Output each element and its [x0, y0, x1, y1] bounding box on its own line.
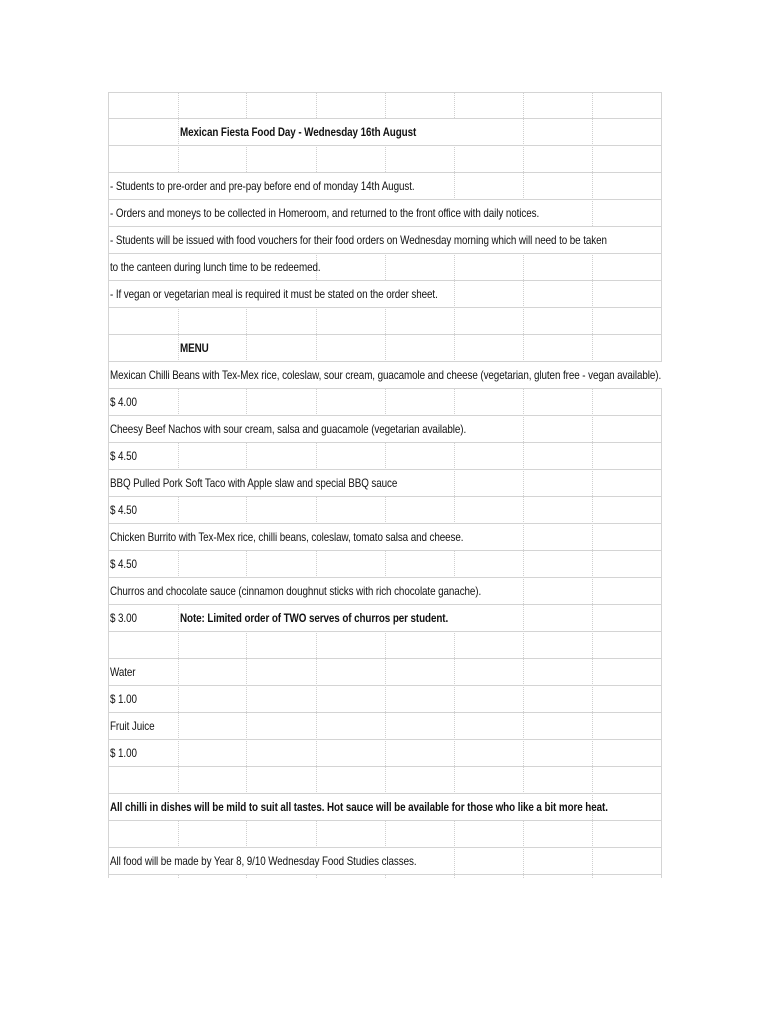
drink-price: $ 1.00 — [110, 746, 137, 760]
menu-item-price: $ 4.50 — [110, 557, 137, 571]
note-line: - If vegan or vegetarian meal is required it must be stated on the order sheet. — [110, 287, 438, 301]
note-line: to the canteen during lunch time to be redeemed. — [110, 260, 321, 274]
menu-item-name: Cheesy Beef Nachos with sour cream, salsa and guacamole (vegetarian available). — [110, 422, 467, 436]
footer-note: All food will be made by Year 8, 9/10 Wednesday Food Studies classes. — [110, 854, 417, 868]
sheet-row — [108, 551, 662, 578]
menu-item-name: Chicken Burrito with Tex-Mex rice, chilli beans, coleslaw, tomato salsa and cheese. — [110, 530, 464, 544]
sheet-row — [108, 632, 662, 659]
sheet-row — [108, 92, 662, 119]
sheet-row — [108, 740, 662, 767]
sheet-row — [108, 578, 662, 605]
menu-item-price: $ 4.50 — [110, 503, 137, 517]
menu-item-price: $ 4.00 — [110, 395, 137, 409]
menu-item-price: $ 3.00 — [110, 611, 137, 625]
chilli-note: All chilli in dishes will be mild to suit all tastes. Hot sauce will be available for those who like a bit more heat. — [110, 800, 608, 814]
sheet-row — [108, 227, 662, 254]
menu-heading: MENU — [180, 341, 209, 355]
menu-item-price: $ 4.50 — [110, 449, 137, 463]
menu-item-name: Mexican Chilli Beans with Tex-Mex rice, coleslaw, sour cream, guacamole and cheese (vegetarian, gluten free - vegan available). — [110, 368, 662, 382]
sheet-row — [108, 335, 662, 362]
drink-name: Water — [110, 665, 136, 679]
sheet-row — [108, 497, 662, 524]
drink-price: $ 1.00 — [110, 692, 137, 706]
sheet-row — [108, 119, 662, 146]
sheet-row — [108, 281, 662, 308]
sheet-row — [108, 389, 662, 416]
sheet-row — [108, 146, 662, 173]
sheet-row — [108, 200, 662, 227]
page-title: Mexican Fiesta Food Day - Wednesday 16th August — [180, 125, 417, 139]
sheet-row — [108, 524, 662, 551]
sheet-row — [108, 767, 662, 794]
sheet-row — [108, 443, 662, 470]
churros-note: Note: Limited order of TWO serves of churros per student. — [180, 611, 449, 625]
note-line: - Orders and moneys to be collected in Homeroom, and returned to the front office with daily notices. — [110, 206, 540, 220]
sheet-row — [108, 173, 662, 200]
menu-item-name: BBQ Pulled Pork Soft Taco with Apple slaw and special BBQ sauce — [110, 476, 398, 490]
note-line: - Students will be issued with food vouchers for their food orders on Wednesday morning which will need to be taken — [110, 233, 607, 247]
sheet-row — [108, 605, 662, 632]
sheet-row — [108, 470, 662, 497]
sheet-row — [108, 821, 662, 848]
sheet-row — [108, 308, 662, 335]
spreadsheet — [108, 92, 662, 875]
sheet-row — [108, 362, 662, 389]
sheet-row — [108, 416, 662, 443]
sheet-row — [108, 686, 662, 713]
note-line: - Students to pre-order and pre-pay before end of monday 14th August. — [110, 179, 415, 193]
menu-item-name: Churros and chocolate sauce (cinnamon doughnut sticks with rich chocolate ganache). — [110, 584, 482, 598]
sheet-row — [108, 848, 662, 875]
sheet-row — [108, 794, 662, 821]
sheet-row — [108, 713, 662, 740]
sheet-row — [108, 254, 662, 281]
sheet-row — [108, 659, 662, 686]
drink-name: Fruit Juice — [110, 719, 155, 733]
